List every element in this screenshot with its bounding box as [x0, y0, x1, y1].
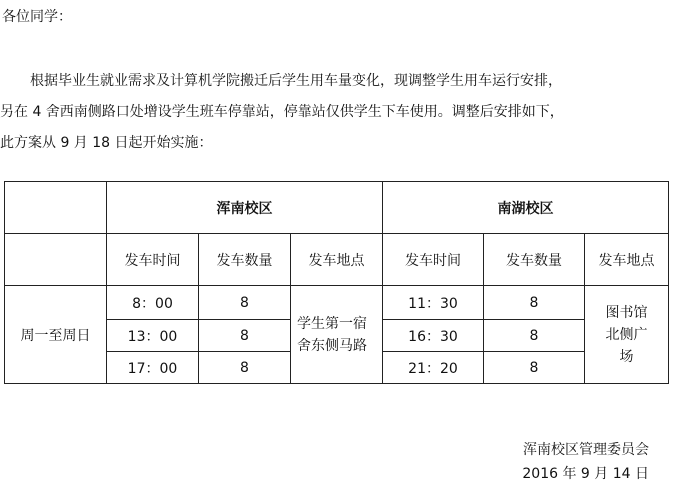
empty-label-cell — [5, 234, 107, 286]
hunnan-count-cell: 8 — [199, 352, 291, 384]
nanhu-count-cell: 8 — [484, 286, 585, 320]
nanhu-count-cell: 8 — [484, 320, 585, 352]
nanhu-location-cell: 图书馆北侧广场 — [585, 286, 669, 384]
paragraph-line: 根据毕业生就业需求及计算机学院搬迁后学生用车量变化，现调整学生用车运行安排， — [30, 73, 562, 89]
campus-header-row — [5, 182, 669, 234]
empty-corner-cell — [5, 182, 107, 234]
table-row — [5, 286, 669, 320]
signature-date: 2016 年 9 月 14 日 — [522, 466, 649, 482]
nanhu-time-cell: 11：30 — [383, 286, 484, 320]
hunnan-count-cell: 8 — [199, 286, 291, 320]
hunnan-time-cell: 8：00 — [107, 286, 199, 320]
bus-schedule-table — [4, 181, 669, 384]
campus-title-nanhu: 南湖校区 — [383, 182, 669, 234]
column-header: 发车地点 — [585, 234, 669, 286]
column-header: 发车时间 — [383, 234, 484, 286]
hunnan-count-cell: 8 — [199, 320, 291, 352]
notice-paragraph — [0, 66, 672, 159]
column-header: 发车地点 — [291, 234, 383, 286]
hunnan-location-cell: 学生第一宿舍东侧马路 — [291, 286, 383, 384]
signature-org: 浑南校区管理委员会 — [523, 442, 649, 458]
hunnan-time-cell: 13：00 — [107, 320, 199, 352]
column-header: 发车数量 — [199, 234, 291, 286]
campus-title-hunnan: 浑南校区 — [107, 182, 383, 234]
paragraph-line: 另在 4 舍西南侧路口处增设学生班车停靠站，停靠站仅供学生下车使用。调整后安排如下， — [0, 104, 564, 120]
column-header-row — [5, 234, 669, 286]
column-header: 发车时间 — [107, 234, 199, 286]
nanhu-time-cell: 16：30 — [383, 320, 484, 352]
column-header: 发车数量 — [484, 234, 585, 286]
row-label-weekdays: 周一至周日 — [5, 286, 107, 384]
paragraph-line: 此方案从 9 月 18 日起开始实施： — [0, 135, 213, 151]
greeting: 各位同学： — [2, 9, 72, 25]
nanhu-count-cell: 8 — [484, 352, 585, 384]
signature-block — [522, 438, 649, 486]
hunnan-time-cell: 17：00 — [107, 352, 199, 384]
nanhu-time-cell: 21：20 — [383, 352, 484, 384]
